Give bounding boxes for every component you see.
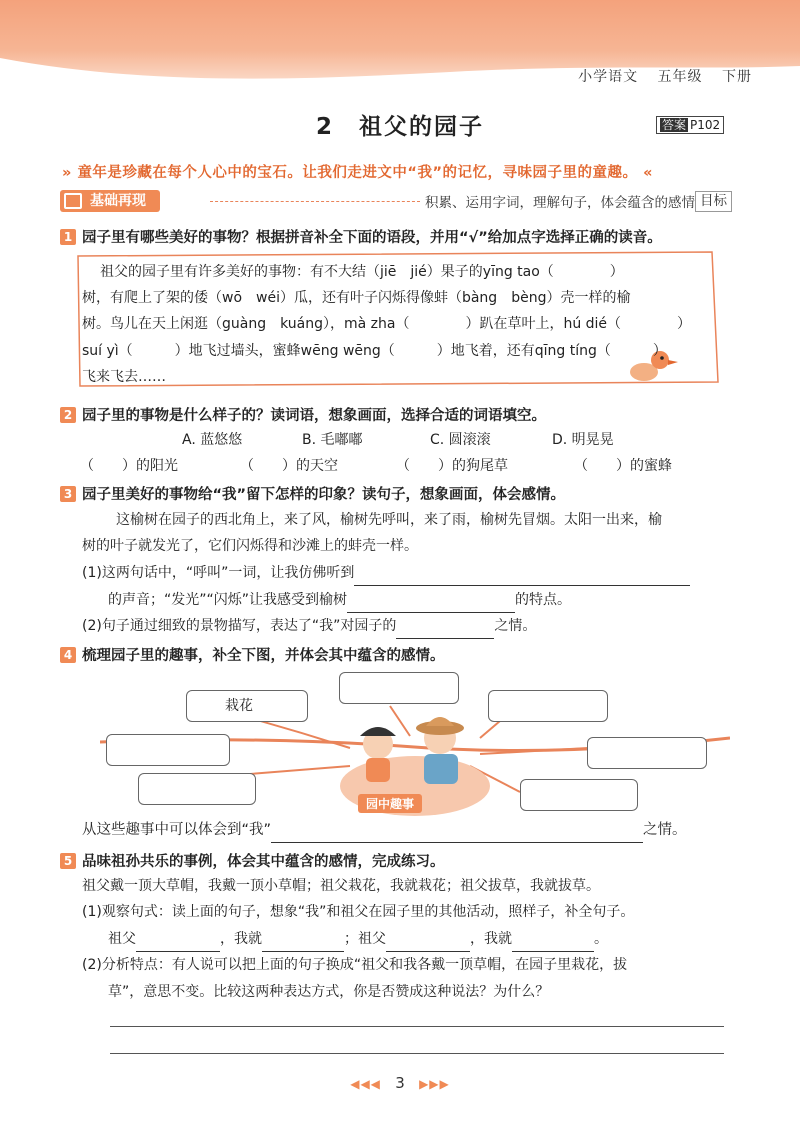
section-bar (60, 190, 732, 214)
section-divider (210, 201, 420, 202)
question-5 (60, 850, 445, 871)
answer-label: 答案 (662, 118, 687, 132)
answer-blank[interactable] (262, 931, 344, 952)
answer-blank[interactable] (271, 822, 643, 843)
header-grade: 五年级 (657, 69, 703, 85)
answer-blank[interactable] (396, 618, 494, 639)
q3-sub2-a: (2)句子通过细致的景物描写，表达了“我”对园子的 (82, 618, 397, 634)
q3-sub1 (82, 563, 690, 586)
question-4 (60, 644, 445, 665)
intro-arrows-left: » (62, 165, 72, 181)
mind-map-node-label: 栽花 (225, 698, 253, 714)
header-volume: 下册 (722, 69, 752, 85)
fill-blank-2[interactable]: （ ）的天空 (240, 458, 338, 474)
q4-conclusion-a: 从这些趣事中可以体会到“我” (82, 822, 272, 838)
question-2 (60, 404, 546, 425)
q5-example: 祖父戴一顶大草帽，我戴一顶小草帽；祖父栽花，我就栽花；祖父拔草，我就拔草。 (82, 878, 600, 894)
q3-sub2-b: 之情。 (494, 618, 537, 634)
section-tag (60, 190, 160, 212)
q5-sub2-line-1: (2)分析特点：有人说可以把上面的句子换成“祖父和我各戴一顶草帽，在园子里栽花，拔 (82, 957, 628, 973)
fill-blank-4[interactable]: （ ）的蜜蜂 (574, 458, 672, 474)
q3-sub1-a: (1)这两句话中，“呼叫”一词，让我仿佛听到 (82, 565, 355, 581)
passage-line-5: 飞来飞去…… (82, 369, 166, 385)
q3-sub1-c: 的特点。 (515, 592, 572, 608)
question-number: 4 (60, 647, 76, 663)
mind-map-node-right[interactable] (587, 737, 707, 769)
q5-fill-c: ；祖父 (344, 931, 386, 947)
section-goal: 目标 (695, 191, 732, 212)
mind-map-node-upper-right[interactable] (488, 690, 608, 722)
q5-sub1: (1)观察句式：读上面的句子，想象“我”和祖父在园子里的其他活动，照样子，补全句子。 (82, 904, 635, 920)
question-number: 5 (60, 853, 76, 869)
question-text: 园子里美好的事物给“我”留下怎样的印象？读句子，想象画面，体会感情。 (82, 487, 566, 503)
page-title: 2 祖父的园子 (315, 114, 484, 140)
passage-line-2: 树，有爬上了架的倭（wō wéi）瓜，还有叶子闪烁得像蚌（bàng bèng）壳一样的榆 (82, 290, 631, 306)
q4-conclusion (82, 820, 687, 843)
passage-line-4: suí yì（ ）地飞过墙头，蜜蜂wēng wēng（ ）地飞着，还有qīng tíng（ ） (82, 343, 667, 359)
book-icon (64, 193, 82, 209)
q4-conclusion-b: 之情。 (643, 822, 687, 838)
q5-fill-e: 。 (594, 931, 608, 947)
mind-map-node-lower-right[interactable] (520, 779, 638, 811)
question-text: 园子里有哪些美好的事物？根据拼音补全下面的语段，并用“√”给加点字选择正确的读音。 (82, 230, 662, 246)
option-b: B. 毛嘟嘟 (302, 432, 363, 448)
q5-fill-b: ，我就 (220, 931, 262, 947)
q5-fill-a: 祖父 (108, 931, 136, 947)
question-text: 品味祖孙共乐的事例，体会其中蕴含的感情，完成练习。 (82, 854, 445, 870)
option-d: D. 明晃晃 (552, 432, 614, 448)
intro-text: 童年是珍藏在每个人心中的宝石。让我们走进文中“我”的记忆，寻味园子里的童趣。 (77, 165, 638, 181)
arrows-right-icon: ▶▶▶ (419, 1077, 450, 1091)
q3-passage-line-2: 树的叶子就发光了，它们闪烁得和沙滩上的蚌壳一样。 (82, 538, 418, 554)
question-1 (60, 226, 662, 247)
answer-blank[interactable] (512, 931, 594, 952)
q5-fill-line (108, 929, 608, 952)
passage-line-3: 树。鸟儿在天上闲逛（guàng kuáng），mà zha（ ）趴在草叶上，hú dié（ ） (82, 316, 692, 332)
header-subject: 小学语文 (578, 69, 639, 85)
q5-fill-d: ，我就 (470, 931, 512, 947)
q3-sub2 (82, 616, 536, 639)
answer-blank[interactable] (354, 565, 690, 586)
intro-arrows-right: « (643, 165, 653, 181)
section-tag-label: 基础再现 (90, 193, 146, 209)
question-3 (60, 483, 565, 504)
answer-writing-line[interactable] (110, 1026, 724, 1027)
passage-line-1: 祖父的园子里有许多美好的事物：有不大结（jiē jié）果子的yīng tao（ ） (100, 264, 624, 280)
mind-map-node-left[interactable] (106, 734, 230, 766)
mind-map-node-lower-left[interactable] (138, 773, 256, 805)
answer-blank[interactable] (386, 931, 470, 952)
question-text: 梳理园子里的趣事，补全下图，并体会其中蕴含的感情。 (82, 648, 445, 664)
answer-page: P102 (690, 118, 721, 132)
page-footer (0, 1074, 800, 1092)
question-number: 3 (60, 486, 76, 502)
q3-sub1-cont (108, 590, 571, 613)
q3-passage-line-1: 这榆树在园子的西北角上，来了风，榆树先呼叫，来了雨，榆树先冒烟。太阳一出来，榆 (116, 512, 662, 528)
question-text: 园子里的事物是什么样子的？读词语，想象画面，选择合适的词语填空。 (82, 408, 546, 424)
fill-blank-1[interactable]: （ ）的阳光 (80, 458, 178, 474)
mind-map-center-label: 园中趣事 (358, 794, 422, 813)
question-number: 2 (60, 407, 76, 423)
answer-blank[interactable] (347, 592, 515, 613)
option-c: C. 圆滚滚 (430, 432, 491, 448)
header-info (564, 66, 752, 86)
intro-line (62, 161, 742, 182)
section-aim: 积累、运用字词，理解句子，体会蕴含的感情 (425, 195, 695, 211)
fill-blank-3[interactable]: （ ）的狗尾草 (396, 458, 508, 474)
q3-sub1-b: 的声音；“发光”“闪烁”让我感受到榆树 (108, 592, 348, 608)
mind-map-node-top[interactable] (339, 672, 459, 704)
question-number: 1 (60, 229, 76, 245)
q5-sub2-line-2: 草”，意思不变。比较这两种表达方式，你是否赞成这种说法？为什么？ (108, 984, 550, 1000)
answer-ref (656, 116, 724, 134)
arrows-left-icon: ◀◀◀ (350, 1077, 381, 1091)
mind-map-node-1 (186, 690, 308, 722)
option-a: A. 蓝悠悠 (182, 432, 243, 448)
answer-blank[interactable] (136, 931, 220, 952)
page-number: 3 (395, 1074, 405, 1092)
answer-writing-line[interactable] (110, 1053, 724, 1054)
